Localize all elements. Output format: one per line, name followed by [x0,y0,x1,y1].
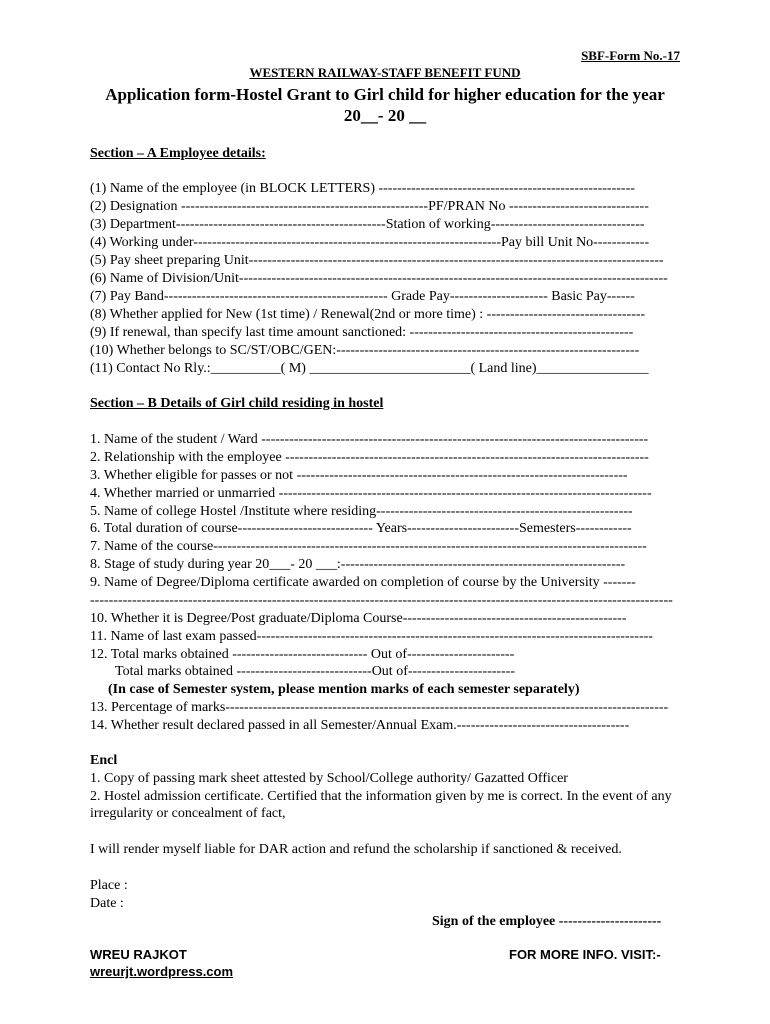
footer-more-info: FOR MORE INFO. VISIT:- [509,947,661,962]
section-b-line-10: 10. Whether it is Degree/Post graduate/Diploma Course------------------------------------------------ [90,611,627,626]
section-b-heading: Section – B Details of Girl child residing in hostel [90,396,384,411]
footer-org: WREU RAJKOT [90,947,187,962]
section-b-line-7: 7. Name of the course--------------------------------------------------------------------------------------------- [90,539,647,554]
section-b-line-14: 14. Whether result declared passed in all Semester/Annual Exam.------------------------------------- [90,718,630,733]
section-b-line-13: 13. Percentage of marks----------------------------------------------------------------------------------------------- [90,700,669,715]
section-a-line-8: (8) Whether applied for New (1st time) / Renewal(2nd or more time) : ---------------------------------- [90,307,646,322]
section-b-line-9: 9. Name of Degree/Diploma certificate awarded on completion of course by the University ------- [90,575,636,590]
section-b-line-9-continued: ----------------------------------------------------------------------------------------------------------------------------- [90,593,673,608]
section-a-line-11: (11) Contact No Rly.:__________( M) _______________________( Land line)________________ [90,361,649,376]
section-a-line-10: (10) Whether belongs to SC/ST/OBC/GEN:----------------------------------------------------------------- [90,343,640,358]
section-b-line-1: 1. Name of the student / Ward ----------------------------------------------------------------------------------- [90,432,649,447]
section-b-line-2: 2. Relationship with the employee ------------------------------------------------------------------------------ [90,450,649,465]
form-title: Application form-Hostel Grant to Girl child for higher education for the year [105,85,665,104]
encl-heading: Encl [90,753,118,768]
organization-name: WESTERN RAILWAY-STAFF BENEFIT FUND [249,65,521,80]
section-a-line-1: (1) Name of the employee (in BLOCK LETTERS) ------------------------------------------------------- [90,181,635,196]
form-title-year: 20__- 20 __ [343,106,427,125]
section-b-line-3: 3. Whether eligible for passes or not ----------------------------------------------------------------------- [90,468,628,483]
section-a-line-9: (9) If renewal, than specify last time amount sanctioned: ------------------------------------------------ [90,325,634,340]
encl-item-1: 1. Copy of passing mark sheet attested by School/College authority/ Gazatted Officer [90,771,568,786]
section-b-line-6: 6. Total duration of course----------------------------- Years------------------------Semesters------------ [90,521,632,536]
section-a-heading: Section – A Employee details: [90,146,266,161]
section-a-line-7: (7) Pay Band------------------------------------------------ Grade Pay--------------------- Basic Pay------ [90,289,635,304]
declaration: I will render myself liable for DAR action and refund the scholarship if sanctioned & received. [90,842,622,857]
section-b-line-4: 4. Whether married or unmarried -------------------------------------------------------------------------------- [90,486,652,501]
place-label: Place : [90,878,128,893]
form-number: SBF-Form No.-17 [581,48,680,63]
semester-note: (In case of Semester system, please mention marks of each semester separately) [108,682,580,697]
encl-item-2: 2. Hostel admission certificate. Certified that the information given by me is correct. In the event of any irregularity or concealment of fact, [90,789,672,821]
section-b-line-8: 8. Stage of study during year 20___- 20 ___:------------------------------------------------------------- [90,557,626,572]
section-b-line-12b: Total marks obtained -----------------------------Out of----------------------- [115,664,516,679]
date-label: Date : [90,896,124,911]
footer-website-link[interactable]: wreurjt.wordpress.com [90,964,234,979]
section-a-line-3: (3) Department---------------------------------------------Station of working--------------------------------- [90,217,645,232]
section-a-line-2: (2) Designation -----------------------------------------------------PF/PRAN No ------------------------------ [90,199,649,214]
section-b-line-11: 11. Name of last exam passed------------------------------------------------------------------------------------- [90,629,653,644]
section-b-line-5: 5. Name of college Hostel /Institute where residing------------------------------------------------------- [90,504,633,519]
section-a-line-4: (4) Working under------------------------------------------------------------------Pay bill Unit No------------ [90,235,650,250]
section-a-line-5: (5) Pay sheet preparing Unit----------------------------------------------------------------------------------------- [90,253,664,268]
section-a-line-6: (6) Name of Division/Unit-------------------------------------------------------------------------------------------- [90,271,668,286]
section-b-line-12: 12. Total marks obtained ----------------------------- Out of----------------------- [90,647,515,662]
employee-signature-line: Sign of the employee ---------------------- [432,914,662,929]
